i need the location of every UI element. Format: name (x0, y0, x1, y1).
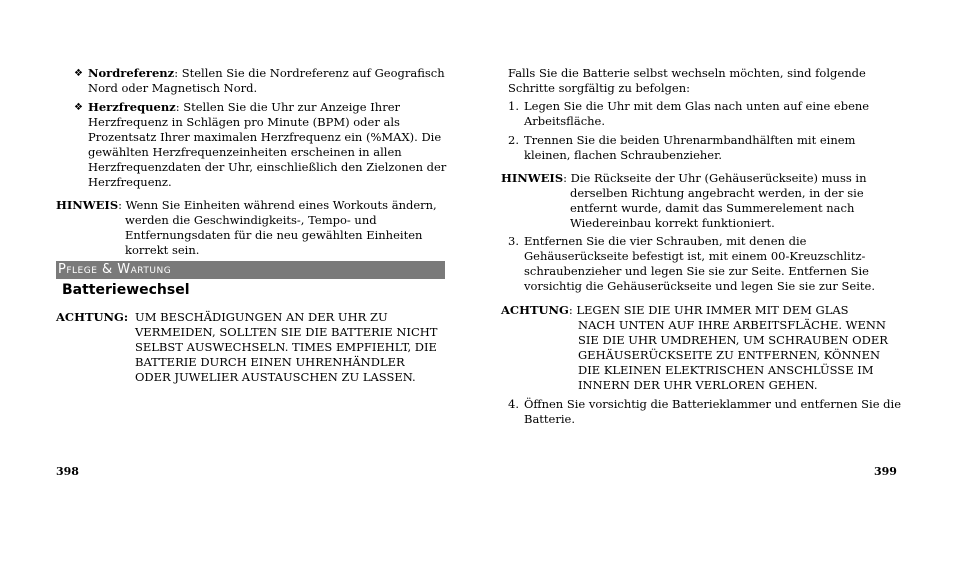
subsection-title: Batteriewechsel (62, 282, 190, 298)
hinweis-text: : Die Rückseite der Uhr (Gehäuserückseite) muss in (563, 171, 867, 185)
bullet-text-line: Herzfrequenzdaten der Uhr, einschließlich den Zielzonen der (88, 160, 447, 174)
step-text-line: Gehäuserückseite befestigt ist, mit einem 00-Kreuzschlitz- (524, 249, 866, 263)
achtung-text-line: SIE DIE UHR UMDREHEN, UM SCHRAUBEN ODER (578, 333, 888, 347)
step-text-line: Legen Sie die Uhr mit dem Glas nach unten auf eine ebene (524, 99, 870, 113)
hinweis-text-line: derselben Richtung angebracht werden, in der sie (570, 186, 864, 200)
page-number-right: 399 (874, 465, 897, 478)
step-text-line: Öffnen Sie vorsichtig die Batterieklammer und entfernen Sie die (524, 397, 902, 411)
step-text-line: Arbeitsfläche. (524, 114, 606, 128)
bullet-nordreferenz-line1 (88, 66, 445, 81)
achtung-text-line: SELBST AUSWECHSELN. TIMES EMPFIEHLT, DIE (135, 340, 437, 354)
hinweis-text-line: Wiedereinbau korrekt funktioniert. (570, 216, 775, 230)
section-title: Pflege & Wartung (58, 262, 172, 277)
achtung-text-line: NACH UNTEN AUF IHRE ARBEITSFLÄCHE. WENN (578, 318, 886, 332)
bullet-text-line: gewählten Herzfrequenzeinheiten erscheinen in allen (88, 145, 402, 159)
bullet-text-line: Herzfrequenz in Schlägen pro Minute (BPM) oder als (88, 115, 400, 129)
step-text-line: vorsichtig die Gehäuserückseite und legen Sie sie zur Seite. (524, 279, 875, 293)
hinweis-label: HINWEIS (56, 198, 119, 212)
achtung-text-line: BATTERIE DURCH EINEN UHRENHÄNDLER (135, 355, 405, 369)
step-text-line: Trennen Sie die beiden Uhrenarmbandhälften mit einem (524, 133, 856, 147)
achtung-text-line: VERMEIDEN, SOLLTEN SIE DIE BATTERIE NICHT (135, 325, 438, 339)
step-text-line: kleinen, flachen Schraubenzieher. (524, 148, 723, 162)
bullet-herzfrequenz-line1 (88, 100, 400, 115)
achtung-label: ACHTUNG (501, 303, 569, 317)
bullet-text-line: Prozentsatz Ihrer maximalen Herzfrequenz ein (%MAX). Die (88, 130, 442, 144)
hinweis-note-line1 (56, 198, 437, 213)
achtung-text-line: ODER JUWELIER AUSTAUSCHEN ZU LASSEN. (135, 370, 416, 384)
hinweis-text: : Wenn Sie Einheiten während eines Workouts ändern, (118, 198, 437, 212)
step-text-line: schraubenzieher und legen Sie sie zur Seite. Entfernen Sie (524, 264, 869, 278)
bullet-text: : Stellen Sie die Uhr zur Anzeige Ihrer (175, 100, 400, 114)
achtung-text-line: DIE KLEINEN ELEKTRISCHEN ANSCHLÜSSE IM (578, 363, 874, 377)
bullet-term: Herzfrequenz (88, 100, 176, 114)
diamond-bullet-icon: ❖ (74, 102, 83, 113)
bullet-text: : Stellen Sie die Nordreferenz auf Geografisch (174, 66, 445, 80)
diamond-bullet-icon: ❖ (74, 68, 83, 79)
step-number: 1. (508, 99, 519, 113)
hinweis-text-line: werden die Geschwindigkeits-, Tempo- und (125, 213, 377, 227)
bullet-text-line: Herzfrequenz. (88, 175, 172, 189)
achtung-label: ACHTUNG: (56, 310, 129, 324)
achtung-note-line1 (501, 303, 849, 318)
bullet-text-line: Nord oder Magnetisch Nord. (88, 81, 258, 95)
intro-line: Schritte sorgfältig zu befolgen: (508, 81, 690, 95)
intro-line: Falls Sie die Batterie selbst wechseln möchten, sind folgende (508, 66, 866, 80)
achtung-text-line: INNERN DER UHR VERLOREN GEHEN. (578, 378, 818, 392)
step-text-line: Batterie. (524, 412, 575, 426)
step-number: 4. (508, 397, 519, 411)
bullet-term: Nordreferenz (88, 66, 175, 80)
step-number: 2. (508, 133, 519, 147)
hinweis-text-line: korrekt sein. (125, 243, 200, 257)
hinweis-text-line: entfernt wurde, damit das Summerelement nach (570, 201, 855, 215)
page-number-left: 398 (56, 465, 79, 478)
achtung-text-line: GEHÄUSERÜCKSEITE ZU ENTFERNEN, KÖNNEN (578, 348, 881, 362)
achtung-text-line: UM BESCHÄDIGUNGEN AN DER UHR ZU (135, 310, 388, 324)
hinweis-label: HINWEIS (501, 171, 564, 185)
step-text-line: Entfernen Sie die vier Schrauben, mit denen die (524, 234, 807, 248)
hinweis-text-line: Entfernungsdaten für die neu gewählten Einheiten (125, 228, 423, 242)
step-number: 3. (508, 234, 519, 248)
achtung-text: : LEGEN SIE DIE UHR IMMER MIT DEM GLAS (568, 303, 849, 317)
hinweis-note-line1 (501, 171, 867, 186)
